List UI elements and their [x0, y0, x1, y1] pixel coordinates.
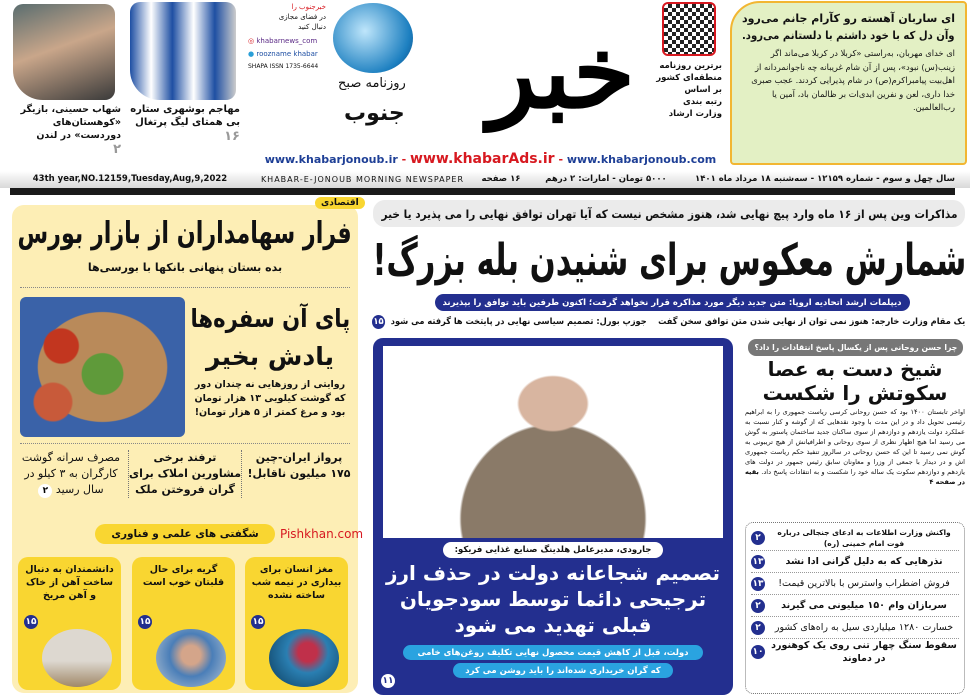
rouhani-kicker: چرا حسن روحانی پس از یکسال پاسخ انتقادات را داد؟: [748, 339, 963, 356]
divider: [10, 188, 955, 195]
list-item[interactable]: نذرهایی که به دلیل گرانی ادا نشد ۱۳: [751, 551, 959, 573]
list-item[interactable]: سربازان وام ۱۵۰ میلیونی می گیرند ۲: [751, 595, 959, 617]
list-item[interactable]: خسارت ۱۲۸۰ میلیاردی سیل به راه‌های کشور ۲: [751, 617, 959, 639]
social-block: خبرجنوب را در فضای مجازی دنبال کنید ◎ khabarnews_com ● roozname khabar SHAPA ISSN 1735-6644: [248, 3, 326, 70]
teaser-photo-actor[interactable]: [13, 4, 115, 100]
economy-headline[interactable]: فرار سهامداران از بازار بورس: [17, 216, 353, 251]
crying-man-photo: [156, 629, 226, 687]
quote-box: ای ساربان آهسته رو کآرام جانم می‌رود وآن دل که با خود داشتم با دلستانم می‌رود. ای خدای مهربان، به‌راستی «کربلا در کربلا می‌ماند اگر زینب(س) نبود»، پس از آن شام غریبانه چه ناجوانمردانه از اهل‌بیت پیامبراکرم(ص) در شام پذیرایی کردند. عجب صبری خدا داری، لعن و نفرین ابدی‌ات بر ظالمان باد، آمین یا رب‌العالمین.: [730, 1, 967, 165]
telegram-icon: ●: [248, 50, 255, 58]
teaser-actor[interactable]: شهاب حسینی، بازیگر «کوهستان‌های دوردست» در لندن ۲: [20, 104, 121, 157]
instagram-link[interactable]: ◎ khabarnews_com: [248, 37, 318, 45]
telegram-link[interactable]: ● roozname khabar: [248, 50, 318, 58]
url-line: www.khabarjonoub.ir - www.khabarAds.ir - www.khabarjonoub.com: [264, 151, 717, 167]
mars-soil-photo: [42, 629, 112, 687]
lead-kicker: مذاکرات وین پس از ۱۶ ماه وارد پیچ نهایی شد، هنوز مشخص نیست که آیا تهران توافق نهایی را می پذیرد یا خیر: [373, 200, 965, 227]
url-khabarads[interactable]: www.khabarAds.ir: [410, 151, 555, 167]
list-item[interactable]: سقوط سنگ چهار تنی روی یک کوهنورد در دماوند ۱۰: [752, 640, 957, 664]
watermark: Pishkhan.com: [280, 527, 364, 541]
interview-headline: تصمیم شجاعانه دولت در حذف ارز ترجیحی دائما توسط سودجویان قبلی تهدید می شود: [386, 561, 720, 637]
interview-box[interactable]: جارودی، مدیرعامل هلدینگ صنایع غذایی فریکو: تصمیم شجاعانه دولت در حذف ارز ترجیحی دائما توسط سودجویان قبلی تهدید می شود دولت، قبل از کاهش قیمت محصول نهایی تکلیف روغن‌های خامی که گران خریداری شده‌اند را باید روشن می کرد ۱۱: [373, 338, 733, 695]
lead-subs: یک مقام وزارت خارجه: هنوز نمی توان از نهایی شدن متن توافق سخن گفت جوزپ بورل: تصمیم سیاسی نهایی در پایتخت ها گرفته می شود ۱۵: [373, 317, 966, 327]
food-photo[interactable]: [20, 297, 185, 437]
list-item[interactable]: واکنش وزارت اطلاعات به ادعای جنجالی درباره فوت امام خمینی (ره) ۲: [751, 525, 959, 551]
clock-brain-photo: [269, 629, 339, 687]
url-khabarjonoub-com[interactable]: www.khabarjonoub.com: [566, 153, 717, 166]
rouhani-body: اواخر تابستان ۱۴۰۰ بود که حسن روحانی کرسی ریاست جمهوری را به ابراهیم رئیسی تحویل داد و در این مدت با وجود نقدهایی که از گوشه و کنار نسبت به عملکرد دولت یازدهم و دوازدهم از سوی ساکنان جدید ساختمان پاستور به گوش می رسید اما هیچ اظهار نظری از سوی روحانی و اطرافیانش از هیچ تریبونی به گوش نمی رسید تا این که حسن روحانی در سالروز تنفیذ حکم ریاست جمهوری اش و در دیدار با جمعی از وزرا و معاونان سابق رئیس جمهور در دولت های یازدهم و دوازدهم سکوت یک ساله خود را شکست و به انتقادات پاسخ داد. بقیه در صفحه ۴: [745, 408, 965, 486]
divider: [20, 287, 350, 288]
brief-flight[interactable]: پرواز ایران-چین ۱۷۵ میلیون ناقابل!: [247, 451, 351, 480]
lead-pill: دیپلمات ارشد اتحادیه اروپا: متن جدید دیگر مورد مذاکره قرار نخواهد گرفت؛ اکنون طرفین باید توافق را بپذیرند: [435, 294, 910, 311]
list-item[interactable]: فروش اضطراب واسترس با بالاترین قیمت! ۱۳: [751, 573, 959, 595]
science-card[interactable]: دانشمندان به دنبال ساخت آهن از خاک و آهن مریخ ۱۵: [18, 557, 121, 690]
brief-realestate[interactable]: ترفند برخی مشاورین املاک برای گران فروختن ملک: [128, 451, 241, 496]
ranking-note: برترین روزنامه منطقه‌ای کشور بر اساس رتبه بندی وزارت ارشاد: [656, 61, 722, 119]
interviewee-photo: [383, 346, 723, 538]
teaser-photo-footballer[interactable]: [130, 2, 236, 100]
continued-link[interactable]: بقیه در صفحه ۴: [745, 468, 965, 486]
brief-meat[interactable]: مصرف سرانه گوشت کارگران به ۳ کیلو در سال رسید ۲: [21, 451, 121, 496]
divider: [20, 443, 350, 444]
lead-headline[interactable]: شمارش معکوس برای شنیدن بله بزرگ!: [372, 234, 966, 286]
info-bar: 43th year,NO.12159,Tuesday,Aug,9,2022 KHABAR-E-JONOUB MORNING NEWSPAPER ۱۶ صفحه ۵۰۰۰ تومان - امارات: ۲ درهم سال چهل و سوم - شماره ۱۲۱۵۹ - سه‌شنبه ۱۸ مرداد ماه ۱۴۰۱: [0, 171, 970, 188]
teaser-footballer[interactable]: مهاجم بوشهری ستاره بی همتای لیگ پرتغال ۱۶: [130, 104, 240, 144]
news-list: [745, 522, 965, 694]
qr-code[interactable]: [662, 2, 716, 56]
section-tag-economy: اقتصادی: [315, 197, 365, 209]
logo: روزنامه صبح خبر جنوب: [330, 0, 640, 150]
url-khabarjonoub-ir[interactable]: www.khabarjonoub.ir: [264, 153, 398, 166]
science-card[interactable]: مغز انسان برای بیداری در نیمه شب ساخته نشده ۱۵: [245, 557, 348, 690]
instagram-icon: ◎: [248, 37, 255, 45]
science-label: شگفتی های علمی و فناوری: [95, 524, 275, 544]
science-card[interactable]: گریه برای حال قلبتان خوب است ۱۵: [132, 557, 235, 690]
rouhani-headline[interactable]: شیخ دست به عصا سکوتش را شکست: [762, 357, 948, 405]
globe-icon: [333, 3, 413, 73]
